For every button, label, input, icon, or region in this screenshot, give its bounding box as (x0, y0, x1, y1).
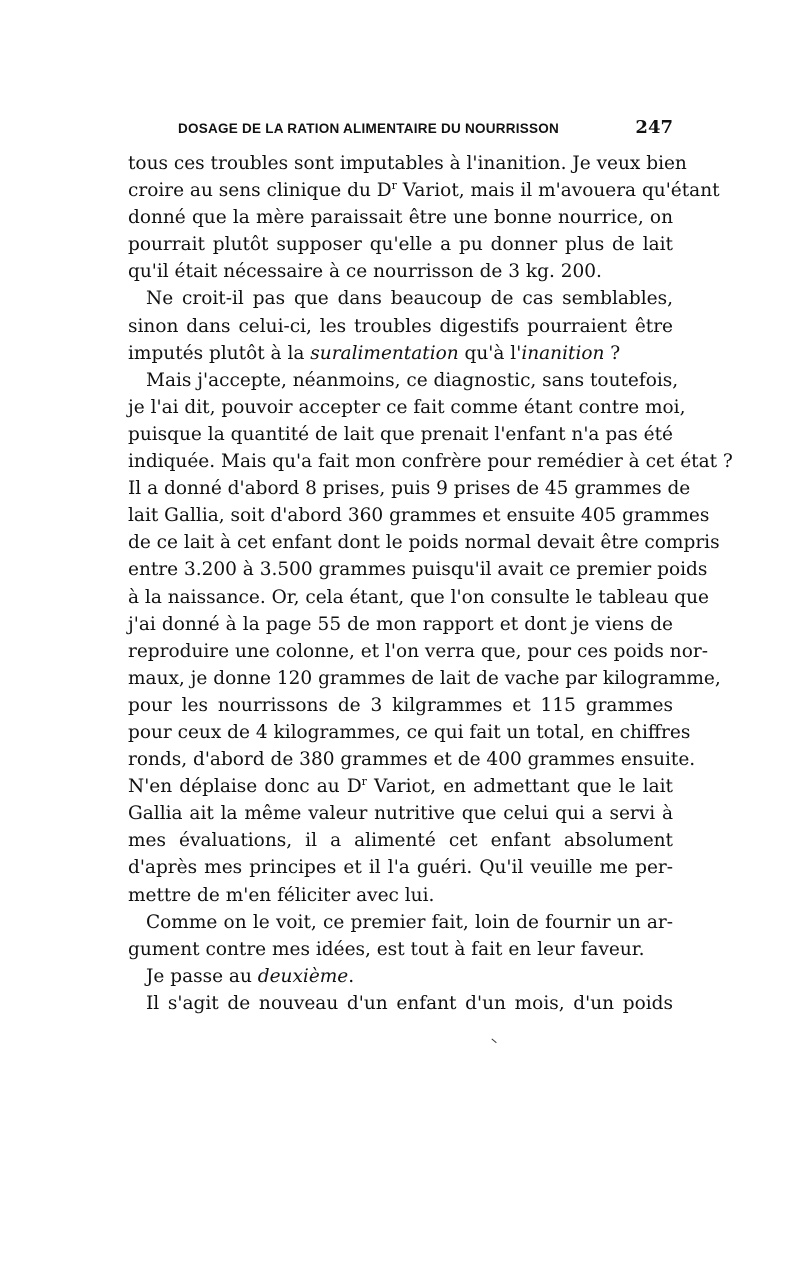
text-line: puisque la quantité de lait que prenait l'enfant n'a pas été (128, 423, 673, 445)
text-line: Je passe au deuxième. (146, 965, 355, 987)
text-line: mettre de m'en féliciter avec lui. (128, 884, 435, 906)
text-line: Il s'agit de nouveau d'un enfant d'un mois, d'un poids (146, 992, 673, 1014)
text-line: qu'il était nécessaire à ce nourrisson de 3 kg. 200. (128, 261, 602, 283)
text-line: Ne croit-il pas que dans beaucoup de cas semblables, (146, 288, 673, 310)
text-line: d'après mes principes et il l'a guéri. Qu'il veuille me per- (128, 857, 673, 879)
text-line: Comme on le voit, ce premier fait, loin de fournir un ar- (146, 911, 673, 933)
text-line: Gallia ait la même valeur nutritive que celui qui a servi à (128, 803, 673, 825)
text-line: indiquée. Mais qu'a fait mon confrère pour remédier à cet état ? (128, 451, 733, 473)
text-line: lait Gallia, soit d'abord 360 grammes et ensuite 405 grammes (128, 505, 710, 527)
text-line: je l'ai dit, pouvoir accepter ce fait comme étant contre moi, (128, 396, 686, 418)
text-line: N'en déplaise donc au $D^r$ Variot, en admettant que le lait (128, 775, 673, 798)
text-line: mes évaluations, il a alimenté cet enfant absolument (128, 830, 673, 852)
text-line: pour ceux de 4 kilogrammes, ce qui fait un total, en chiffres (128, 721, 691, 743)
text-line: Mais j'accepte, néanmoins, ce diagnostic, sans toutefois, (146, 369, 679, 391)
text-line: j'ai donné à la page 55 de mon rapport et dont je viens de (128, 613, 673, 635)
text-line: gument contre mes idées, est tout à fait en leur faveur. (128, 938, 645, 960)
text-line: maux, je donne 120 grammes de lait de vache par kilogramme, (128, 667, 721, 689)
text-line: pourrait plutôt supposer qu'elle a pu donner plus de lait (128, 234, 673, 256)
print-speck (491, 1034, 500, 1043)
page-number: 247 (635, 117, 673, 138)
page-header (178, 117, 673, 139)
text-line: tous ces troubles sont imputables à l'inanition. Je veux bien (128, 153, 687, 174)
text-line: Il a donné d'abord 8 prises, puis 9 prises de 45 grammes de (128, 478, 691, 500)
text-line: donné que la mère paraissait être une bonne nourrice, on (128, 207, 673, 229)
body-text (128, 150, 733, 1017)
text-line: entre 3.200 à 3.500 grammes puisqu'il avait ce premier poids (128, 559, 708, 581)
text-line: sinon dans celui-ci, les troubles digestifs pourraient être (128, 315, 673, 337)
text-line: pour les nourrissons de 3 kilgrammes et 115 grammes (128, 694, 673, 716)
text-line: reproduire une colonne, et l'on verra que, pour ces poids nor- (128, 640, 708, 662)
text-line: de ce lait à cet enfant dont le poids normal devait être compris (128, 532, 720, 554)
text-line: ronds, d'abord de 380 grammes et de 400 grammes ensuite. (128, 749, 696, 771)
text-line: à la naissance. Or, cela étant, que l'on consulte le tableau que (128, 586, 709, 608)
text-line: imputés plutôt à la suralimentation qu'à l'inanition ? (128, 342, 621, 364)
text-line: croire au sens clinique du $D^r$ Variot, mais il m'avouera qu'étant (128, 178, 720, 202)
running-head: DOSAGE DE LA RATION ALIMENTAIRE DU NOURRISSON (178, 121, 560, 136)
